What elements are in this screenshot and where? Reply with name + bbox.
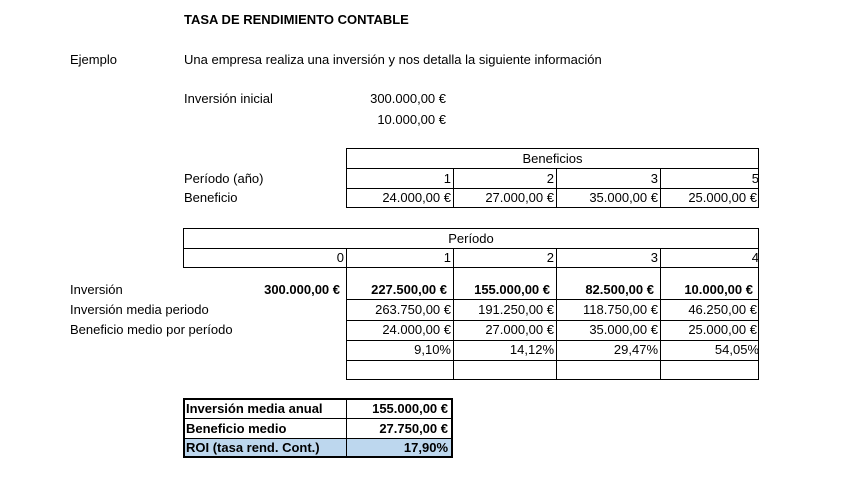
avg-investment-label: Inversión media periodo: [70, 302, 209, 317]
ratio-cell: 54,05%: [714, 342, 759, 357]
investment-label: Inversión: [70, 282, 123, 297]
period-year-label: Período (año): [184, 171, 264, 186]
benefits-value-cell: 25.000,00 €: [688, 190, 757, 205]
ratio-cell: 29,47%: [613, 342, 658, 357]
avg-benefit-cell: 27.000,00 €: [485, 322, 554, 337]
period-number-cell: 3: [650, 250, 658, 265]
benefits-value-cell: 35.000,00 €: [589, 190, 658, 205]
period-header: Período: [448, 231, 494, 246]
summary-label: Inversión media anual: [186, 401, 323, 416]
avg-benefit-label: Beneficio medio por período: [70, 322, 233, 337]
avg-investment-cell: 118.750,00 €: [583, 302, 658, 317]
summary-label: Beneficio medio: [186, 421, 287, 436]
investment-value-cell: 155.000,00 €: [474, 282, 550, 297]
residual-value: 10.000,00 €: [377, 112, 446, 127]
benefits-value-cell: 27.000,00 €: [485, 190, 554, 205]
benefits-period-cell: 5: [751, 171, 759, 186]
initial-investment-label: Inversión inicial: [184, 91, 273, 106]
investment-value-cell: 300.000,00 €: [264, 282, 340, 297]
roi-value: 17,90%: [403, 440, 448, 455]
benefits-period-cell: 1: [443, 171, 451, 186]
benefit-label: Beneficio: [184, 190, 238, 205]
ratio-cell: 14,12%: [509, 342, 554, 357]
period-number-cell: 4: [751, 250, 759, 265]
initial-investment-value: 300.000,00 €: [370, 91, 446, 106]
roi-label: ROI (tasa rend. Cont.): [186, 440, 320, 455]
avg-benefit-cell: 24.000,00 €: [382, 322, 451, 337]
period-number-cell: 2: [546, 250, 554, 265]
example-label: Ejemplo: [70, 52, 117, 67]
investment-value-cell: 82.500,00 €: [585, 282, 654, 297]
benefits-header: Beneficios: [522, 151, 583, 166]
period-number-cell: 0: [336, 250, 344, 265]
ratio-cell: 9,10%: [414, 342, 451, 357]
benefits-period-cell: 2: [546, 171, 554, 186]
avg-benefit-cell: 35.000,00 €: [589, 322, 658, 337]
benefits-value-cell: 24.000,00 €: [382, 190, 451, 205]
summary-value: 155.000,00 €: [372, 401, 448, 416]
example-text: Una empresa realiza una inversión y nos detalla la siguiente información: [184, 52, 602, 67]
avg-benefit-cell: 25.000,00 €: [688, 322, 757, 337]
summary-value: 27.750,00 €: [379, 421, 448, 436]
avg-investment-cell: 263.750,00 €: [375, 302, 451, 317]
benefits-period-cell: 3: [650, 171, 658, 186]
avg-investment-cell: 46.250,00 €: [688, 302, 757, 317]
avg-investment-cell: 191.250,00 €: [478, 302, 554, 317]
investment-value-cell: 10.000,00 €: [684, 282, 753, 297]
investment-value-cell: 227.500,00 €: [371, 282, 447, 297]
page-title: TASA DE RENDIMIENTO CONTABLE: [184, 12, 409, 27]
period-number-cell: 1: [443, 250, 451, 265]
